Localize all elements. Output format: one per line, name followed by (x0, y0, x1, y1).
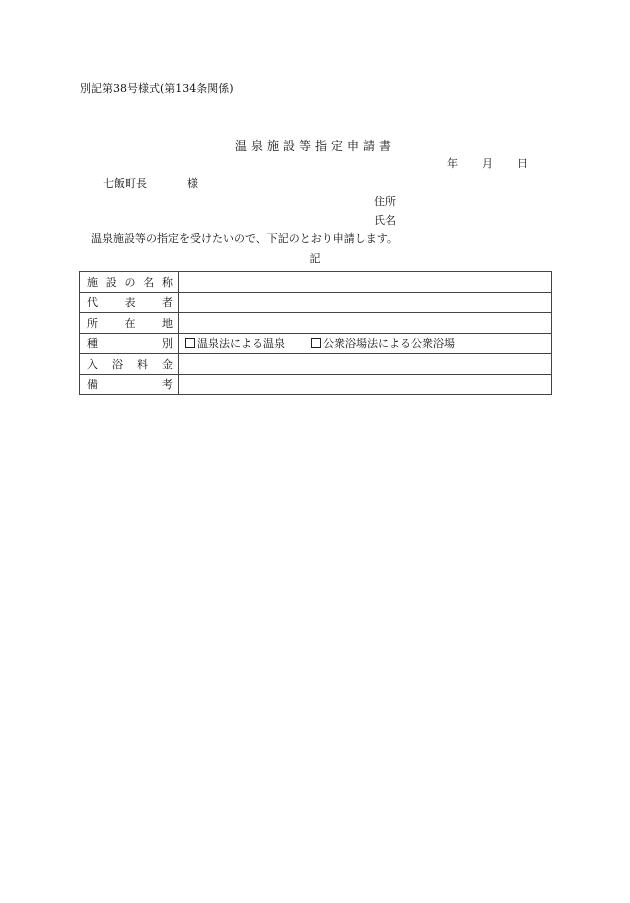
year-label: 年 (447, 157, 458, 170)
bathing-fee-label: 入 浴 料 金 (80, 354, 179, 375)
page-title: 温泉施設等指定申請書 (234, 139, 395, 153)
date-line (447, 155, 528, 171)
remarks-label: 備 考 (80, 374, 179, 395)
table-row (80, 313, 552, 334)
table-row (80, 272, 552, 293)
location-label: 所 在 地 (80, 313, 179, 334)
day-label: 日 (517, 157, 528, 170)
table-row (80, 333, 552, 354)
remarks-field[interactable] (179, 374, 552, 395)
representative-field[interactable] (179, 292, 552, 313)
table-row (80, 354, 552, 375)
public-bath-checkbox[interactable] (311, 338, 321, 348)
onsen-option-label: 温泉法による温泉 (197, 337, 285, 351)
form-number: 別記第38号様式(第134条関係) (80, 82, 234, 95)
facility-name-label: 施 設 の 名 称 (80, 272, 179, 293)
bathing-fee-field[interactable] (179, 354, 552, 375)
type-label: 種 別 (80, 333, 179, 354)
addressee-name: 七飯町長 (103, 177, 147, 190)
public-bath-option-label: 公衆浴場法による公衆浴場 (323, 337, 455, 351)
addressee-honorific: 様 (187, 177, 198, 190)
onsen-checkbox[interactable] (185, 338, 195, 348)
representative-label: 代 表 者 (80, 292, 179, 313)
location-field[interactable] (179, 313, 552, 334)
name-label: 氏名 (374, 214, 396, 227)
facility-name-field[interactable] (179, 272, 552, 293)
detail-table (79, 271, 552, 395)
table-row (80, 292, 552, 313)
month-label: 月 (482, 157, 493, 170)
request-text: 温泉施設等の指定を受けたいので、下記のとおり申請します。 (91, 232, 398, 245)
address-label: 住所 (374, 195, 396, 208)
ki-label: 記 (309, 252, 321, 265)
addressee (103, 175, 198, 191)
type-options (179, 333, 552, 354)
table-row (80, 374, 552, 395)
